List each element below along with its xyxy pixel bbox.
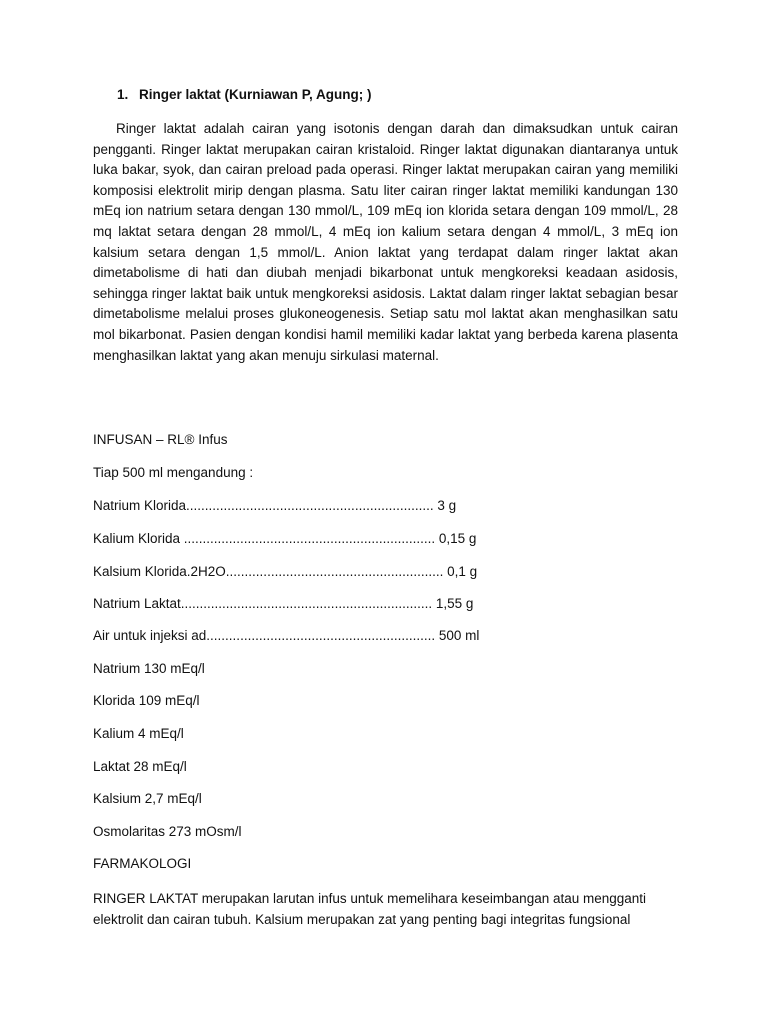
electrolyte-item: Klorida 109 mEq/l [93,693,200,708]
electrolyte-item: Osmolaritas 273 mOsm/l [93,824,242,839]
electrolyte-item: Kalium 4 mEq/l [93,726,184,741]
farmakologi-paragraph: RINGER LAKTAT merupakan larutan infus untuk memelihara keseimbangan atau mengganti elektrolit dan cairan tubuh. Kalsium merupakan zat yang penting bagi integritas fungsional [93,891,647,927]
intro-paragraph: Ringer laktat adalah cairan yang isotonis dengan darah dan dimaksudkan untuk cairan pengganti. Ringer laktat merupakan cairan kristaloid. Ringer laktat digunakan diantaranya untuk luka bakar, syok, dan cairan preload pada operasi. Ringer laktat merupakan cairan yang memiliki komposisi elektrolit mirip dengan plasma. Satu liter cairan ringer laktat memiliki kandungan 130 mEq ion natrium setara dengan 130 mmol/L, 109 mEq ion klorida setara dengan 109 mmol/L, 28 mq laktat setara dengan 28 mmol/L, 4 mEq ion kalium setara dengan 4 mmol/L, 3 mEq ion kalsium setara dengan 1,5 mmol/L. Anion laktat yang terdapat dalam ringer laktat akan dimetabolisme di hati dan diubah menjadi bikarbonat untuk mengkoreksi keadaan asidosis, sehingga ringer laktat baik untuk mengkoreksi asidosis. Laktat dalam ringer laktat sebagian besar dimetabolisme melalui proses glukoneogenesis. Setiap satu mol laktat akan menghasilkan satu mol bikarbonat. Pasien dengan kondisi hamil memiliki kadar laktat yang berbeda karena plasenta menghasilkan laktat yang akan menuju sirkulasi maternal. [93,121,678,363]
composition-item: Kalium Klorida ................................................................... 0,15 g [93,531,477,546]
composition-item: Air untuk injeksi ad............................................................. 500 ml [93,628,480,643]
heading-number: 1. [117,87,129,102]
electrolyte-item: Natrium 130 mEq/l [93,661,205,676]
composition-item: Kalsium Klorida.2H2O.......................................................... 0,1 g [93,564,478,579]
electrolyte-item: Laktat 28 mEq/l [93,759,187,774]
section-heading [117,87,372,102]
heading-text: Ringer laktat (Kurniawan P, Agung; ) [139,87,372,102]
composition-item: Natrium Klorida.................................................................. 3 g [93,498,457,513]
section-title: FARMAKOLOGI [93,856,192,871]
electrolyte-item: Kalsium 2,7 mEq/l [93,791,202,806]
per-500-label: Tiap 500 ml mengandung : [93,465,254,480]
composition-item: Natrium Laktat................................................................... 1,55 g [93,596,474,611]
product-title: INFUSAN – RL® Infus [93,432,228,447]
